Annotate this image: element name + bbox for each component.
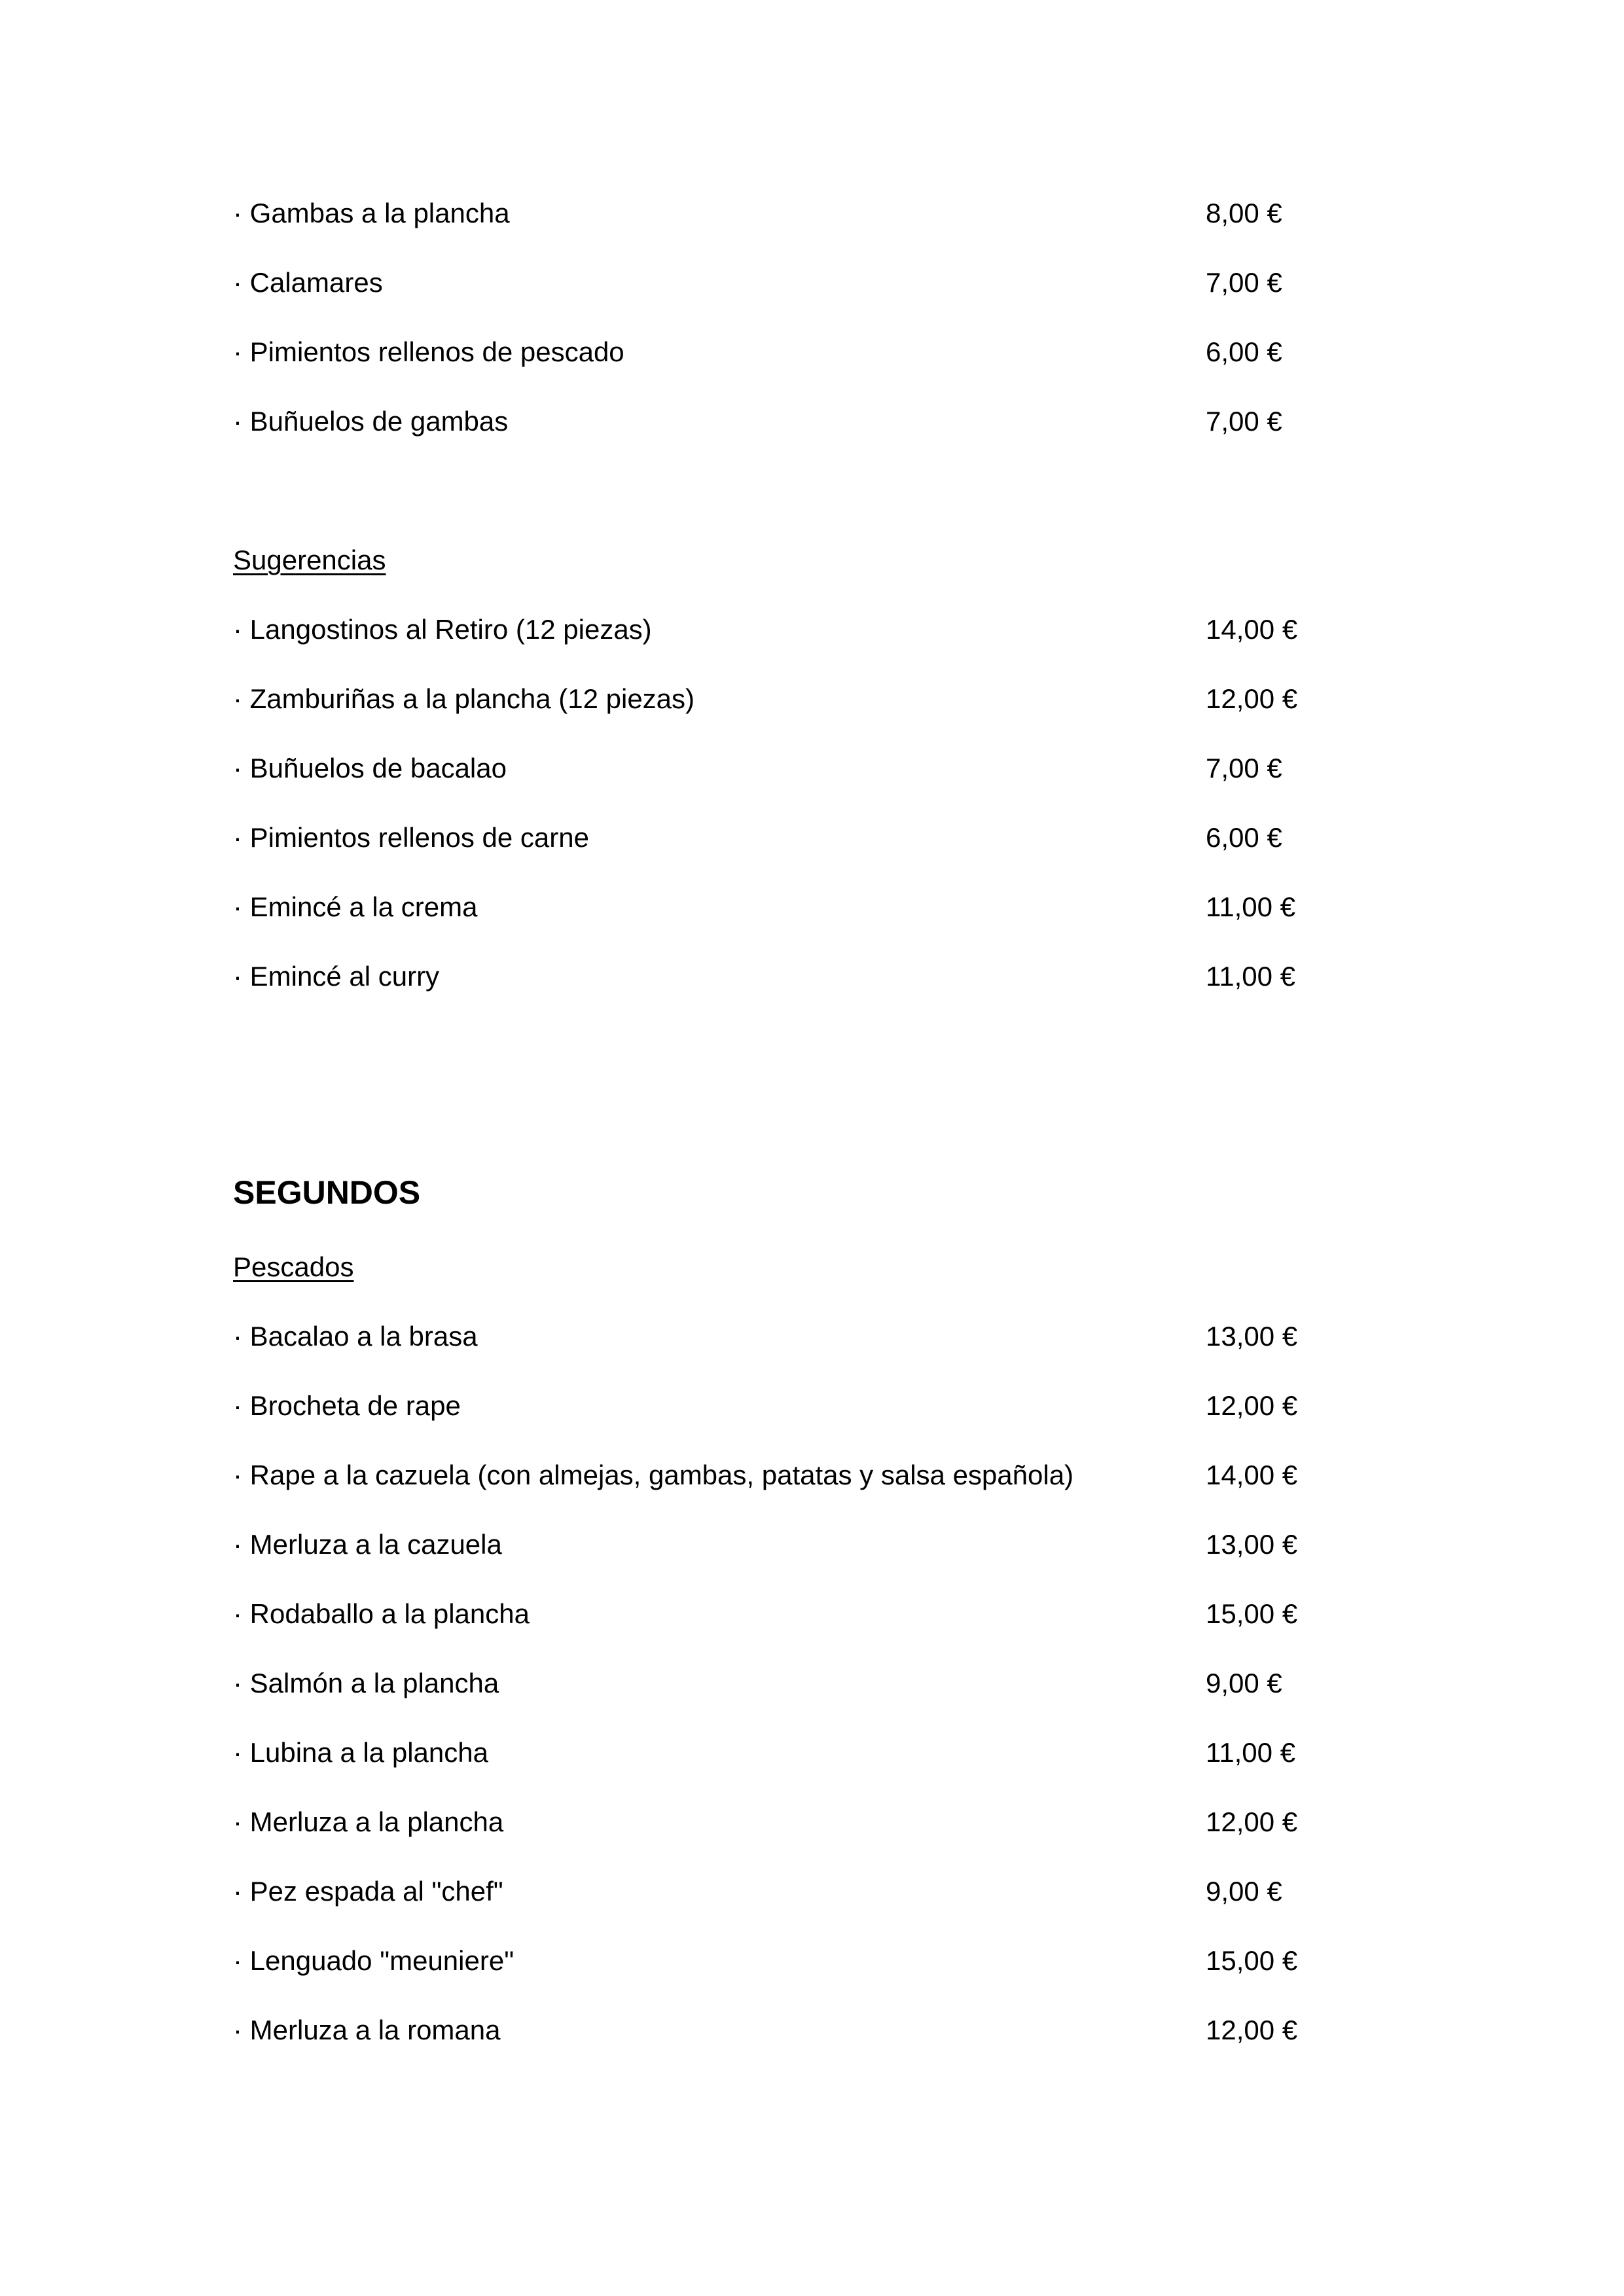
menu-item	[233, 1383, 1346, 1429]
menu-item-price: 12,00 €	[1206, 683, 1298, 714]
menu-item-price: 15,00 €	[1206, 1945, 1298, 1976]
menu-item	[233, 399, 1346, 444]
menu-item-name: · Calamares	[233, 267, 383, 298]
menu-item-price: 12,00 €	[1206, 2015, 1298, 2045]
menu-item-name: · Emincé al curry	[233, 961, 440, 992]
menu-item-name: · Buñuelos de gambas	[233, 406, 509, 437]
menu-item-price: 12,00 €	[1206, 1390, 1298, 1421]
menu-item-name: · Emincé a la crema	[233, 891, 478, 922]
menu-item	[233, 1591, 1346, 1637]
menu-item-name: · Merluza a la cazuela	[233, 1529, 502, 1560]
menu-item	[233, 190, 1346, 236]
menu-item-name: · Lubina a la plancha	[233, 1737, 488, 1768]
menu-item-price: 6,00 €	[1206, 336, 1282, 367]
menu-item-name: · Gambas a la plancha	[233, 198, 510, 228]
menu-item-name: · Merluza a la romana	[233, 2015, 501, 2045]
menu-item-price: 14,00 €	[1206, 1460, 1298, 1490]
menu-item-name: · Pez espada al "chef"	[233, 1876, 503, 1907]
menu-item-name: · Lenguado "meuniere"	[233, 1945, 514, 1976]
menu-item-name: · Brocheta de rape	[233, 1390, 461, 1421]
menu-item-price: 14,00 €	[1206, 614, 1298, 645]
menu-item-price: 12,00 €	[1206, 1806, 1298, 1837]
menu-item-price: 6,00 €	[1206, 822, 1282, 853]
menu-item-name: · Rodaballo a la plancha	[233, 1598, 530, 1629]
menu-item-price: 13,00 €	[1206, 1321, 1298, 1352]
menu-item-name: · Bacalao a la brasa	[233, 1321, 478, 1352]
menu-item	[233, 676, 1346, 722]
menu-item-name: · Merluza a la plancha	[233, 1806, 504, 1837]
menu-item-price: 9,00 €	[1206, 1876, 1282, 1907]
menu-item-price: 7,00 €	[1206, 753, 1282, 783]
menu-item-price: 7,00 €	[1206, 267, 1282, 298]
menu-item	[233, 954, 1346, 999]
menu-item	[233, 884, 1346, 930]
menu-item-price: 7,00 €	[1206, 406, 1282, 437]
menu-item-name: · Zamburiñas a la plancha (12 piezas)	[233, 683, 695, 714]
menu-item	[233, 815, 1346, 861]
menu-item	[233, 1452, 1346, 1498]
menu-item-name: · Pimientos rellenos de carne	[233, 822, 589, 853]
menu-item-name: · Langostinos al Retiro (12 piezas)	[233, 614, 652, 645]
section-subheading-sugerencias: Sugerencias	[233, 545, 386, 575]
section-subheading-pescados: Pescados	[233, 1251, 354, 1282]
menu-item-price: 13,00 €	[1206, 1529, 1298, 1560]
menu-item	[233, 1314, 1346, 1359]
menu-item	[233, 1660, 1346, 1706]
menu-item	[233, 329, 1346, 375]
menu-item	[233, 1938, 1346, 1984]
menu-item	[233, 2007, 1346, 2053]
section-heading-segundos: SEGUNDOS	[233, 1174, 421, 1211]
menu-item-name: · Pimientos rellenos de pescado	[233, 336, 624, 367]
menu-item-name: · Buñuelos de bacalao	[233, 753, 507, 783]
menu-item-price: 11,00 €	[1206, 961, 1296, 992]
menu-item	[233, 745, 1346, 791]
menu-item-name: · Salmón a la plancha	[233, 1668, 499, 1698]
menu-item	[233, 607, 1346, 653]
menu-item	[233, 1730, 1346, 1776]
menu-item	[233, 260, 1346, 306]
menu-item-price: 15,00 €	[1206, 1598, 1298, 1629]
menu-item-price: 9,00 €	[1206, 1668, 1282, 1698]
menu-item	[233, 1799, 1346, 1845]
menu-item-price: 11,00 €	[1206, 1737, 1296, 1768]
menu-item-name: · Rape a la cazuela (con almejas, gambas, patatas y salsa española)	[233, 1460, 1074, 1490]
menu-item-price: 8,00 €	[1206, 198, 1282, 228]
menu-item-price: 11,00 €	[1206, 891, 1296, 922]
menu-item	[233, 1522, 1346, 1568]
menu-item	[233, 1869, 1346, 1914]
